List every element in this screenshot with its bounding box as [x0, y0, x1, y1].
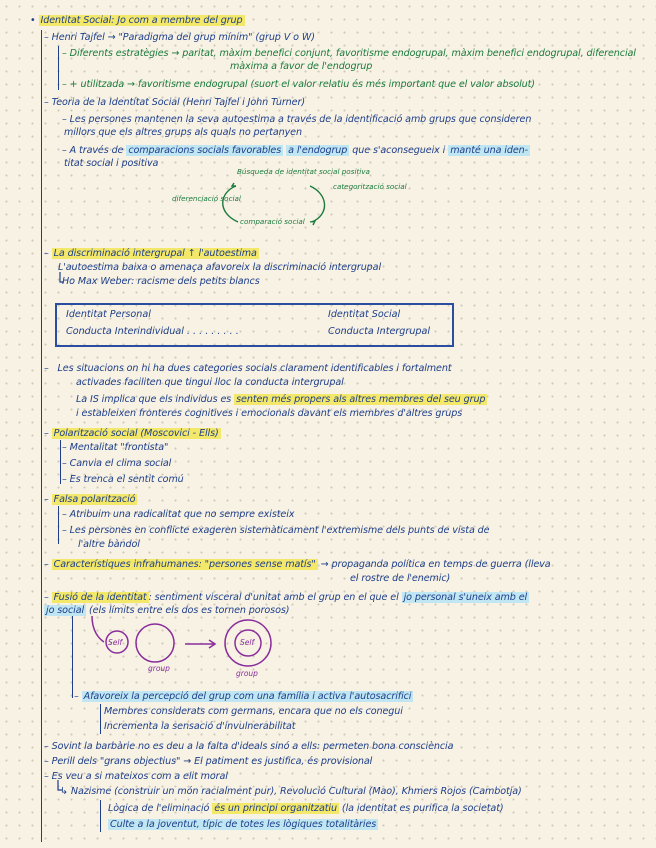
- group-label-right: group: [236, 669, 258, 678]
- line-comparacions-cont: titat social i positiva: [64, 158, 159, 169]
- group-label-left: group: [148, 664, 170, 673]
- heading-polaritzacio: – Polarització social (Moscovici - Ells): [44, 428, 219, 439]
- line-grans-objectius: – Perill dels "grans objectius" → El patiment es justifica, és provisional: [44, 756, 373, 767]
- line-conflicte-cont: l'altre bàndol: [78, 539, 140, 550]
- line-barbarie: – Sovint la barbàrie no es deu a la falta d'ideals sinó a ells: permeten bona consciència: [44, 741, 454, 752]
- line-fusio-cont: jo social (els límits entre els dos es tornen porosos): [46, 605, 290, 616]
- line-comparacions: – A través de comparacions socials favorables a l'endogrup que s'aconsegueix i manté una iden-: [62, 145, 528, 156]
- box-left-bottom: Conducta Interindividual . . . . . . . . .: [66, 326, 239, 337]
- line-situacions: – Les situacions on hi ha dues categories socials clarament identificables i fortalment: [44, 363, 452, 374]
- cycle-arrowhead: [310, 221, 315, 225]
- self-label-right: Self: [240, 638, 255, 647]
- line-radicalitat: – Atribuim una radicalitat que no sempre existeix: [62, 509, 295, 520]
- line-estrategies: – Diferents estratègies → paritat, màxim benefici conjunt, favoritisme endogrupal, màxim benefici endogrupal, diferencial: [62, 48, 636, 59]
- heading-identitat-social: • Identitat Social: Jo com a membre del grup: [30, 15, 243, 26]
- cycle-top: Búsqueda de identitat social positiva: [237, 167, 370, 176]
- fusion-arrow: [92, 616, 104, 642]
- cycle-left: diferenciació social: [172, 194, 241, 203]
- line-germans: Membres considerats com germans, encara que no els conegui: [104, 706, 403, 717]
- cycle-arrow-left: [223, 186, 238, 222]
- line-clima: – Canvia el clima social: [62, 458, 172, 469]
- cycle-arrow-right: [310, 186, 325, 222]
- line-culte-joventut: Culte a la joventut, típic de totes les lògiques totalitàries: [110, 819, 377, 830]
- fusion-diagram: [92, 616, 271, 666]
- line-autoestima-cont: millors que els altres grups als quals no pertanyen: [64, 127, 302, 138]
- self-circle-inner: [235, 630, 261, 656]
- heading-falsa-polaritzacio: – Falsa polarització: [44, 494, 136, 505]
- heading-teoria-is: – Teoria de la Identitat Social (Henri Tajfel i John Turner): [44, 97, 305, 108]
- line-autoestima: – Les persones mantenen la seva autoestima a través de la identificació amb grups que consideren: [62, 114, 532, 125]
- line-infrahumanes: – Característiques infrahumanes: "persones sense matís" → propaganda política en temps de guerra (lleva: [44, 559, 551, 570]
- line-afavoreix: – Afavoreix la percepció del grup com una família i activa l'autosacrifici: [74, 691, 412, 702]
- arrow-max-weber: [60, 272, 64, 282]
- misc-arrows: [58, 272, 64, 790]
- line-estrategies-cont: màxima a favor de l'endogrup: [230, 61, 373, 72]
- line-autoestima-baixa: L'autoestima baixa o amenaça afavoreix la discriminació intergrupal: [58, 262, 382, 273]
- fusion-transition-arrow: [185, 640, 215, 648]
- line-frontista: – Mentalitat "frontista": [62, 442, 169, 453]
- box-right-top: Identitat Social: [328, 309, 401, 320]
- line-invulnerabilitat: Incrementa la sensació d'invulnerabilitat: [104, 721, 296, 732]
- line-is-implica: La IS implica que els individus es senten més propers als altres membres del seu grup: [76, 394, 486, 405]
- cycle-arrowhead: [232, 183, 236, 186]
- cycle-right: categorització social: [333, 182, 407, 191]
- self-circle-left: [106, 631, 128, 653]
- heading-fusio: – Fusió de la identitat : sentiment visceral d'unitat amb el grup en el que el jo personal s'uneix amb el: [44, 592, 528, 603]
- arrow-nazisme: [58, 780, 62, 790]
- line-sentit-comu: – Es trenca el sentit comú: [62, 474, 184, 485]
- line-elit-moral: – Es veu a si mateixos com a elit moral: [44, 771, 228, 782]
- line-max-weber: Ho Max Weber: racisme dels petits blancs: [62, 276, 260, 287]
- box-left-top: Identitat Personal: [66, 309, 151, 320]
- group-circle-left: [136, 624, 174, 662]
- line-tajfel: – Henri Tajfel → "Paradigma del grup mínim" (grup V o W): [44, 32, 315, 43]
- line-is-implica-cont: i estableixen fronteres cognitives i emocionals davant els membres d'altres grups: [76, 408, 463, 419]
- line-infrahumanes-cont: el rostre de l'enemic): [350, 573, 451, 584]
- line-nazisme: ↳ Nazisme (construir un món racialment pur), Revolució Cultural (Mao), Khmers Rojos (Cambotja): [60, 786, 522, 797]
- self-label-left: Self: [108, 638, 123, 647]
- cycle-diagram: [223, 183, 325, 225]
- line-discriminacio: – La discriminació intergrupal ↑ l'autoestima: [44, 248, 257, 259]
- line-utilitzada: – + utilitzada → favoritisme endogrupal (suort el valor relatiu és més important que el valor absolut): [62, 79, 535, 90]
- line-logica-eliminacio: Lògica de l'eliminació és un principi organitzatiu (la identitat es purifica la societat): [108, 803, 504, 814]
- line-conflicte: – Les persones en conflicte exageren sistemàticament l'extremisme dels punts de vista de: [62, 525, 490, 536]
- line-situacions-cont: activades faciliten que tingui lloc la conducta intergrupal: [76, 377, 344, 388]
- group-circle-outer: [225, 620, 271, 666]
- box-right-bottom: Conducta Intergrupal: [328, 326, 431, 337]
- cycle-bottom: comparació social: [240, 217, 305, 226]
